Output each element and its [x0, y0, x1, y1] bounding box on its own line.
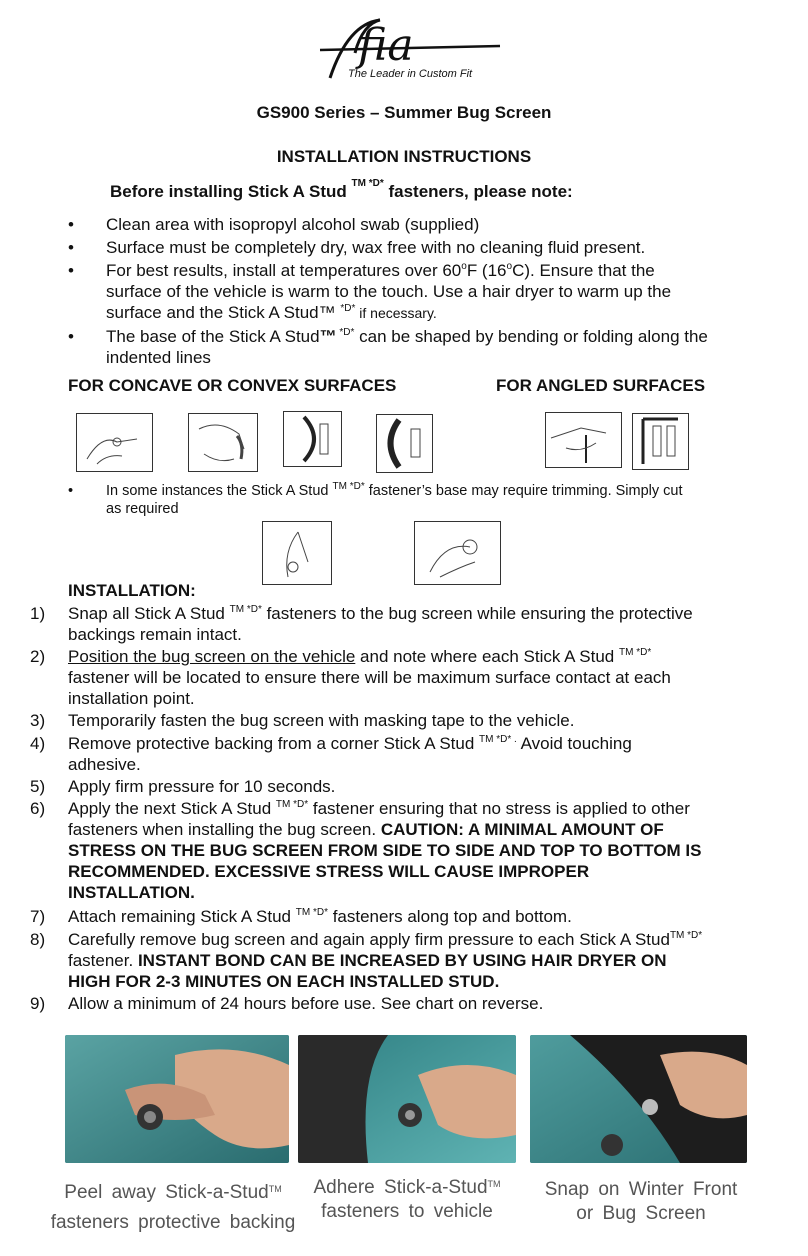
note-4-sup: *D* [336, 327, 355, 338]
trim-diagram-1 [262, 521, 332, 585]
caption-snap [532, 1178, 750, 1226]
step-8-line2a: fastener. [68, 951, 138, 970]
trim-note-line2: as required [106, 501, 179, 517]
note-3-line3a: surface and the Stick A Stud™ [106, 303, 341, 322]
step-8-num: 8) [30, 930, 46, 949]
note-2-text: Surface must be completely dry, wax free with no cleaning fluid present. [106, 238, 646, 257]
step-7-a: Attach remaining Stick A Stud [68, 907, 296, 926]
step-2 [30, 646, 798, 709]
trim-note-sup: TM *D* [332, 481, 365, 492]
note-4-a: The base of the Stick A Stud [106, 327, 320, 346]
step-2-sup: TM *D* [619, 647, 652, 658]
note-3-sup1: o [461, 261, 467, 272]
trim-note-b: fastener’s base may require trimming. Simply cut [364, 483, 683, 499]
step-3-num: 3) [30, 711, 46, 730]
note-1-text: Clean area with isopropyl alcohol swab (supplied) [106, 215, 480, 234]
step-9-num: 9) [30, 994, 46, 1013]
step-6-num: 6) [30, 799, 46, 818]
step-9-text: Allow a minimum of 24 hours before use. See chart on reverse. [68, 994, 544, 1013]
note-heading-sup: TM *D* [351, 178, 384, 189]
step-2-line2: fastener will be located to ensure there will be maximum surface contact at each [68, 668, 671, 687]
step-2-underlined: Position the bug screen on the vehicle [68, 647, 356, 666]
photo-peel-backing [65, 1035, 289, 1163]
step-7-num: 7) [30, 907, 46, 926]
section-concave-heading: FOR CONCAVE OR CONVEX SURFACES [68, 376, 397, 395]
step-5-num: 5) [30, 777, 46, 796]
note-item-1: • Clean area with isopropyl alcohol swab (supplied) [68, 215, 480, 234]
photo-adhere-fastener [298, 1035, 516, 1163]
note-heading-pre: Before installing Stick A Stud [110, 182, 352, 201]
note-3-c: C). Ensure that the [512, 261, 655, 280]
caption-2-a: Adhere Stick-a-Stud [313, 1177, 488, 1198]
concave-diagram-1 [76, 413, 153, 472]
note-4-b: can be shaped by bending or folding along the [354, 327, 708, 346]
trim-note: • In some instances the Stick A Stud $^{TM *D*}$ fastener’s base may require trimming. Simply cut as required [68, 481, 683, 517]
step-4 [30, 733, 798, 775]
angled-diagram-1 [545, 412, 622, 468]
note-3-line3b: if necessary. [355, 305, 437, 321]
note-3-b: F (16 [466, 261, 507, 280]
caption-2-tm: TM [487, 1179, 501, 1189]
step-4-num: 4) [30, 734, 46, 753]
note-heading-post: fasteners, please note: [383, 182, 573, 201]
step-1-sup: TM *D* [229, 604, 262, 615]
step-6-caution: CAUTION: A MINIMAL AMOUNT OF [380, 820, 664, 839]
caption-1-tm: TM [268, 1184, 282, 1194]
step-6-line5: INSTALLATION. [68, 883, 195, 902]
step-5-text: Apply firm pressure for 10 seconds. [68, 777, 336, 796]
step-8-sup: TM *D* [669, 930, 703, 941]
caption-1-a: Peel away Stick-a-Stud [64, 1182, 269, 1203]
note-3-sup2: o [506, 261, 513, 272]
step-1-line2: backings remain intact. [68, 625, 242, 644]
step-6-sup: TM *D* [275, 799, 309, 810]
trim-diagram-2 [414, 521, 501, 585]
step-4-b: Avoid touching [516, 734, 632, 753]
section-angled-heading: FOR ANGLED SURFACES [496, 376, 706, 395]
trim-note-a: In some instances the Stick A Stud [106, 483, 333, 499]
caption-3-a: Snap on Winter Front [544, 1179, 738, 1200]
step-8-line3: HIGH FOR 2-3 MINUTES ON EACH INSTALLED STUD. [68, 972, 500, 991]
step-1-num: 1) [30, 604, 46, 623]
note-4-tm: ™ [319, 327, 337, 346]
note-3-line2: surface of the vehicle is warm to the touch. Use a hair dryer to warm up the [106, 282, 672, 301]
step-6-line2a: fasteners when installing the bug screen. [68, 820, 381, 839]
step-8-line2b: INSTANT BOND CAN BE INCREASED BY USING HAIR DRYER ON [137, 951, 667, 970]
step-1-b: fasteners to the bug screen while ensuring the protective [261, 604, 693, 623]
step-6-line4: RECOMMENDED. EXCESSIVE STRESS WILL CAUSE IMPROPER [68, 862, 590, 881]
logo [300, 8, 510, 88]
step-4-line2: adhesive. [68, 755, 141, 774]
document-subtitle: INSTALLATION INSTRUCTIONS [276, 147, 532, 166]
note-item-2: • Surface must be completely dry, wax free with no cleaning fluid present. [68, 238, 646, 257]
logo-word: fia [358, 20, 414, 71]
note-3-sup3: *D* [340, 303, 356, 314]
step-2-line3: installation point. [68, 689, 195, 708]
note-4-line2: indented lines [106, 348, 211, 367]
angled-diagram-2 [632, 413, 689, 470]
concave-diagram-2 [188, 413, 258, 472]
step-6-a: Apply the next Stick A Stud [68, 799, 276, 818]
logo-tagline: The Leader in Custom Fit [348, 68, 473, 80]
step-1 [30, 603, 798, 645]
step-8-a: Carefully remove bug screen and again apply firm pressure to each Stick A Stud [68, 930, 670, 949]
step-6-b: fastener ensuring that no stress is applied to other [308, 799, 690, 818]
step-6 [30, 798, 803, 903]
step-6-line3: STRESS ON THE BUG SCREEN FROM SIDE TO SIDE AND TOP TO BOTTOM IS [68, 841, 702, 860]
note-item-3: • For best results, install at temperatures over 60$^o$F (16$^o$C). Ensure that the surface of the vehicle is warm to the touch. Use a hair dryer to warm up the surface and the Stick A Stud™ $^{*D*}$ if necessary. [68, 261, 672, 322]
document-title: GS900 Series – Summer Bug Screen [256, 103, 552, 122]
step-8 [30, 929, 803, 992]
step-5 [30, 776, 798, 797]
concave-diagram-3 [283, 411, 342, 467]
caption-1-b: fasteners protective backing [50, 1212, 296, 1233]
step-4-sup: TM *D* . [479, 734, 517, 745]
photo-snap-screen [530, 1035, 747, 1163]
step-7-sup: TM *D* [295, 907, 328, 918]
step-4-a: Remove protective backing from a corner Stick A Stud [68, 734, 480, 753]
step-9 [30, 993, 798, 1014]
installation-heading: INSTALLATION: [68, 581, 196, 600]
note-heading [110, 178, 710, 202]
step-3-text: Temporarily fasten the bug screen with masking tape to the vehicle. [68, 711, 575, 730]
step-7-b: fasteners along top and bottom. [327, 907, 572, 926]
step-3 [30, 710, 798, 731]
caption-3-b: or Bug Screen [576, 1203, 706, 1224]
caption-2-b: fasteners to vehicle [321, 1201, 493, 1222]
caption-peel [38, 1178, 308, 1238]
caption-adhere [302, 1176, 512, 1224]
concave-diagram-4 [376, 414, 433, 473]
step-2-a: and note where each Stick A Stud [355, 647, 619, 666]
note-3-a: For best results, install at temperatures over 60 [106, 261, 462, 280]
note-item-4: • The base of the Stick A Stud™ $^{*D*}$ can be shaped by bending or folding along the indented lines [68, 327, 708, 367]
step-2-num: 2) [30, 647, 46, 666]
step-1-a: Snap all Stick A Stud [68, 604, 230, 623]
step-7 [30, 906, 798, 927]
